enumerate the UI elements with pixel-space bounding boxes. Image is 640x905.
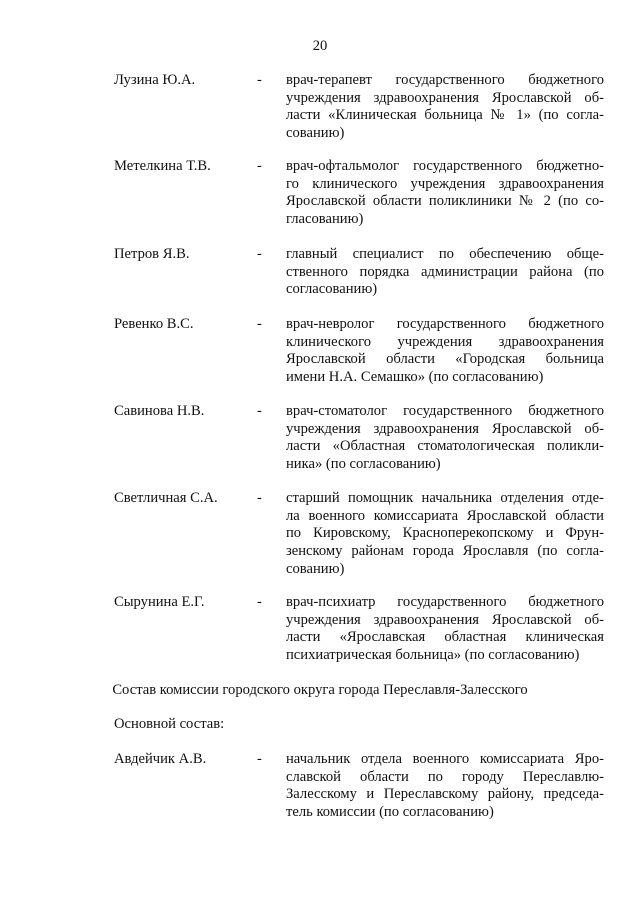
description-line: клинического учреждения здравоохранения [286,333,604,350]
member-description [286,594,604,665]
description-line: ласти «Областная стоматологическая поликли- [286,438,604,455]
description-line: учреждения здравоохранения Ярославской об- [286,89,604,106]
description-line: по Кировскому, Красноперекопскому и Фрун- [286,525,604,542]
description-line: учреждения здравоохранения Ярославской об- [286,611,604,628]
description-line: согласованию) [286,281,378,298]
description-line: старший помощник начальника отделения отде- [286,490,604,506]
member-dash: - [257,158,262,174]
page-number: 20 [312,38,328,54]
member-description [286,72,604,143]
description-line: сованию) [286,560,345,577]
member-name: Светличная С.А. [114,490,218,506]
member-dash: - [257,490,262,506]
description-line: учреждения здравоохранения Ярославской об- [286,420,604,437]
description-line: ника» (по согласованию) [286,456,441,473]
member-dash: - [257,246,262,262]
description-line: Залесскому и Переславскому району, председа- [286,786,604,803]
description-line: врач-офтальмолог государственного бюджетно- [286,158,604,174]
member-description [286,158,604,229]
description-line: начальник отдела военного комиссариата Яро- [286,751,604,767]
member-dash: - [257,594,262,610]
description-line: врач-стоматолог государственного бюджетного [286,403,604,419]
description-line: ственного порядка администрации района (по [286,263,604,280]
description-line: ла военного комиссариата Ярославской области [286,507,604,524]
description-line: сованию) [286,125,345,142]
member-description [286,751,604,822]
member-name: Савинова Н.В. [114,403,205,419]
description-line: ласти «Ярославская областная клиническая [286,629,604,646]
subsection-title: Основной состав: [114,716,225,732]
member-dash: - [257,72,262,88]
member-name: Сырунина Е.Г. [114,594,205,610]
member-name: Авдейчик А.В. [114,751,207,767]
member-description [286,316,604,387]
member-description [286,246,604,299]
section-title: Состав комиссии городского округа города Переславля-Залесского [112,682,528,698]
member-name: Лузина Ю.А. [114,72,196,88]
description-line: главный специалист по обеспечению обще- [286,246,604,262]
description-line: го клинического учреждения здравоохранения [286,175,604,192]
description-line: психиатрическая больница» (по согласованию) [286,647,580,664]
description-line: гласованию) [286,211,364,228]
member-dash: - [257,316,262,332]
description-line: зенскому районам города Ярославля (по согла- [286,543,604,560]
description-line: врач-психиатр государственного бюджетного [286,594,604,610]
description-line: ласти «Клиническая больница № 1» (по согла- [286,107,604,124]
description-line: Ярославской области поликлиники № 2 (по со- [286,193,604,210]
description-line: врач-невролог государственного бюджетного [286,316,604,332]
description-line: Ярославской области «Городская больница [286,351,604,368]
member-dash: - [257,751,262,767]
description-line: имени Н.А. Семашко» (по согласованию) [286,369,544,386]
member-description [286,403,604,474]
member-name: Ревенко В.С. [114,316,194,332]
description-line: тель комиссии (по согласованию) [286,804,494,821]
member-name: Метелкина Т.В. [114,158,211,174]
description-line: врач-терапевт государственного бюджетного [286,72,604,88]
member-description [286,490,604,579]
member-name: Петров Я.В. [114,246,190,262]
member-dash: - [257,403,262,419]
description-line: славской области по городу Переславлю- [286,768,604,785]
